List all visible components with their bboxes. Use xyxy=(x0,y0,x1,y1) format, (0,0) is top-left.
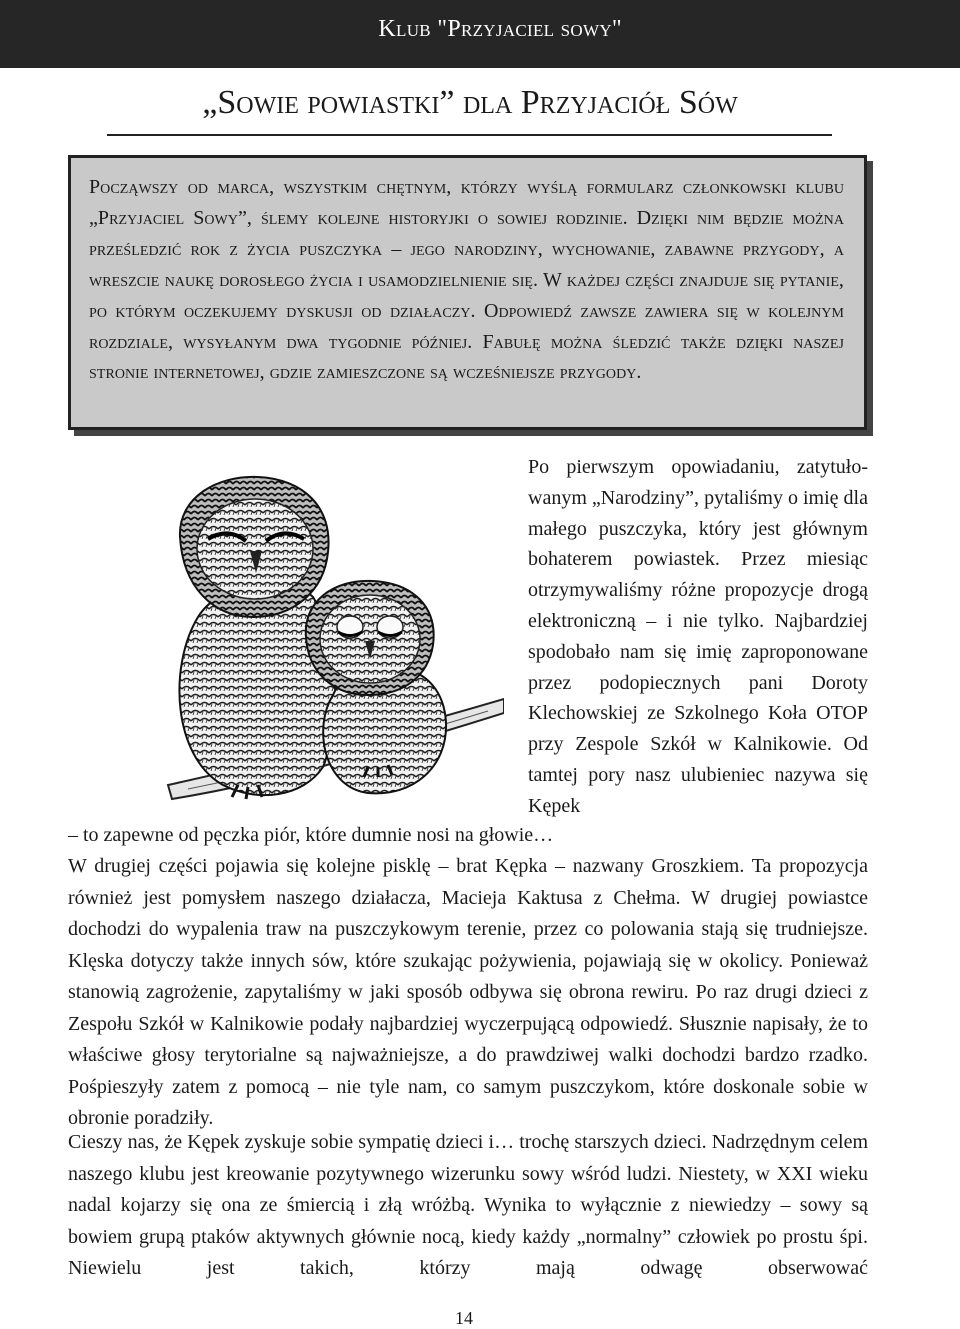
header-bar xyxy=(0,0,960,68)
intro-box xyxy=(68,155,867,430)
intro-text: Począwszy od marca, wszystkim chętnym, którzy wyślą formularz członkowski klubu „Przyjaciel Sowy”, ślemy kolejne historyjki o sowiej rodzinie. Dzięki nim będzie można prześledzić rok z życia puszczyka – jego narodziny, wychowanie, zabawne przygody, a wreszcie naukę dorosłego życia i usamodzielnienie się. W każdej części znajduje się pytanie, po którym oczekujemy dyskusji od działaczy. Odpowiedź zawsze zawiera się w kolejnym rozdziale, wysyłanym dwa tygodnie później. Fabułę można śledzić także dzięki naszej stronie internetowej, gdzie zamieszczone są wcześniejsze przygody. xyxy=(89,176,844,384)
article-title: „Sowie powiastki” dla Przyjaciół Sów xyxy=(202,84,738,121)
paragraph-1: Po pierwszym opowiadaniu, zatytułowanym „Narodziny”, pytaliśmy o imię dla małego puszczyka, który jest głównym bohaterem powiastek. Przez miesiąc otrzymywaliśmy różne propozycje drogą elektroniczną – i nie tylko. Najbardziej spodobało nam się imię zaproponowane przez podopiecznych pani Doroty Klechowskiej ze Szkolnego Koła OTOP przy Zespole Szkół w Kalnikowie. Od tamtej pory nasz ulubieniec nazywa się Kępek xyxy=(528,456,868,817)
paragraph-2: W drugiej części pojawia się kolejne pisklę – brat Kępka – nazwany Groszkiem. Ta propozycja również jest pomysłem naszego działacza, Macieja Kaktusa z Chełma. W drugiej powiastce dochodzi do wypalenia traw na puszczykowym terenie, przez co polowania stają się trudniejsze. Klęska dotyczy także innych sów, które szukając pożywienia, pojawiają się w okolicy. Ponieważ stanowią zagrożenie, zapytaliśmy w jaki sposób odbywa się obrona rewiru. Po raz drugi dzieci z Zespołu Szkół w Kalnikowie podały najbardziej wyczerpującą odpowiedź. Słusznie napisały, że to właściwe głosy terytorialne są najważniejsze, a do prawdziwej walki dochodzi bardzo rzadko. Pośpieszyły zatem z pomocą – nie tyle nam, co samym puszczykom, które doskonale sobie w obronie poradziły. xyxy=(68,855,868,1129)
paragraph-3: Cieszy nas, że Kępek zyskuje sobie sympatię dzieci i… trochę starszych dzieci. Nadrzędnym celem naszego klubu jest kreowanie pozytywnego wizerunku sowy wśród ludzi. Niestety, w XXI wieku nadal kojarzy się ona ze śmiercią i złą wróżbą. Wynika to wyłącznie z niewiedzy – sowy są bowiem grupą ptaków aktywnych głównie nocą, kiedy każdy „normalny” człowiek po prostu śpi. Niewielu jest takich, którzy mają odwagę obserwować xyxy=(68,1131,868,1279)
paragraph-1-continuation: – to zapewne od pęczka piór, które dumnie nosi na głowie… xyxy=(68,824,554,846)
header-title: Klub "Przyjaciel sowy" xyxy=(378,16,622,42)
page-number: 14 xyxy=(455,1308,473,1328)
title-underline xyxy=(107,134,832,136)
owls-illustration-icon xyxy=(128,467,504,827)
